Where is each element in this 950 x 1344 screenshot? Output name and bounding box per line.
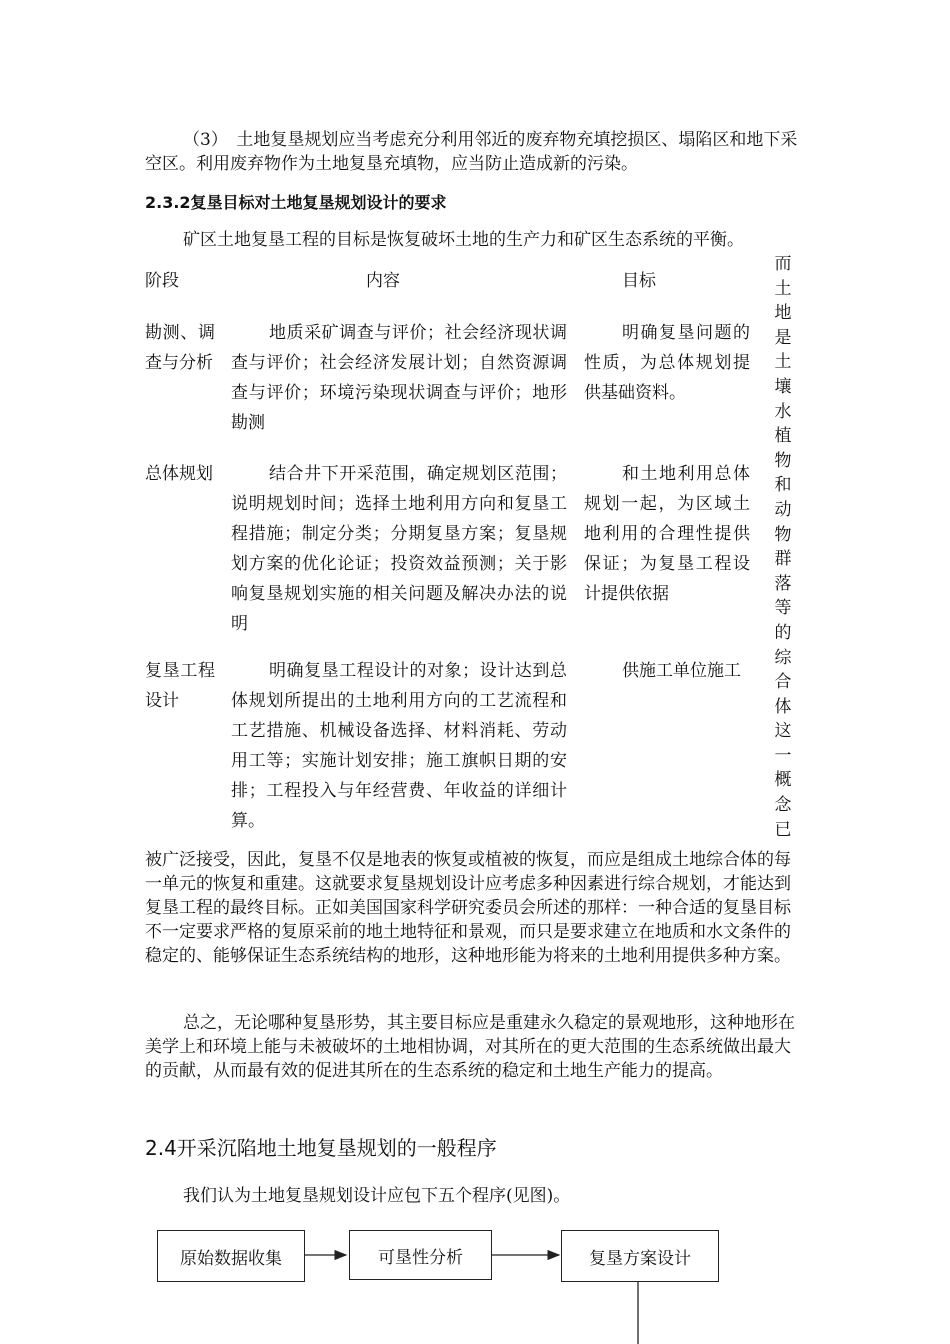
table-cell-goal: 和土地利用总体规划一起，为区域土地利用的合理性提供保证；为复垦工程设计提供依据 bbox=[584, 464, 750, 604]
paragraph-goal-intro: 矿区土地复垦工程的目标是恢复破坏土地的生产力和矿区生态系统的平衡。 bbox=[183, 230, 744, 250]
table-cell-goal: 供施工单位施工 bbox=[622, 661, 741, 681]
table-cell-goal: 明确复垦问题的性质，为总体规划提供基础资料。 bbox=[584, 323, 750, 403]
paragraph-goal-continued: 被广泛接受，因此，复垦不仅是地表的恢复或植被的恢复，而应是组成土地综合体的每一单元的恢复和重建。这就要求复垦规划设计应考虑多种因素进行综合规划，才能达到复垦工程的最终目标。正如美国国家科学研究委员会所述的那样：一种合适的复垦目标不一定要求严格的复原采前的地土地特征和景观，而只是要求建立在地质和水文条件的稳定的、能够保证生态系统结构的地形，这种地形能为将来的土地利用提供多种方案。 bbox=[145, 850, 791, 966]
table-header-stage: 阶段 bbox=[145, 271, 179, 291]
table-cell-stage: 勘测、调查与分析 bbox=[145, 323, 215, 373]
paragraph-procedure-intro: 我们认为土地复垦规划设计应包下五个程序(见图)。 bbox=[183, 1186, 571, 1206]
table-cell-content: 明确复垦工程设计的对象；设计达到总体规划所提出的土地利用方向的工艺流程和工艺措施、机械设备选择、材料消耗、劳动用工等；实施计划安排；施工旗帜日期的安排；工程投入与年经营费、年收益的详细计算。 bbox=[231, 661, 567, 831]
paragraph-summary: 总之，无论哪种复垦形势，其主要目标应是重建永久稳定的景观地形，这种地形在美学上和环境上能与未被破坏的土地相协调，对其所在的更大范围的生态系统做出最大的贡献，从而最有效的促进其所在的生态系统的稳定和土地生产能力的提高。 bbox=[145, 1013, 795, 1081]
table-cell-stage: 总体规划 bbox=[145, 464, 213, 484]
flow-box-plan-design: 复垦方案设计 bbox=[561, 1230, 719, 1282]
paragraph-waste-backfill: （3） 土地复垦规划应当考虑充分利用邻近的废弃物充填挖损区、塌陷区和地下采空区。利用废弃物作为土地复垦充填物，应当防止造成新的污染。 bbox=[145, 130, 798, 174]
table-header-content: 内容 bbox=[366, 271, 400, 291]
table-cell-content: 地质采矿调查与评价；社会经济现状调查与评价；社会经济发展计划；自然资源调查与评价；环境污染现状调查与评价；地形勘测 bbox=[231, 323, 567, 433]
table-cell-content: 结合井下开采范围，确定规划区范围；说明规划时间；选择土地利用方向和复垦工程措施；制定分类；分期复垦方案；复垦规划方案的优化论证；投资效益预测；关于影响复垦规划实施的相关问题及解决办法的说明 bbox=[231, 464, 567, 634]
table-header-goal: 目标 bbox=[622, 271, 656, 291]
flow-box-feasibility-analysis: 可垦性分析 bbox=[349, 1230, 492, 1280]
section-heading-2-3-2: 2.3.2复垦目标对土地复垦规划设计的要求 bbox=[145, 193, 447, 212]
side-column-text: 而土地是土壤水植物和动物群落等的综合体这一概念已 bbox=[774, 254, 792, 840]
flow-box-data-collection: 原始数据收集 bbox=[157, 1230, 305, 1282]
section-heading-2-4: 2.4开采沉陷地土地复垦规划的一般程序 bbox=[145, 1136, 497, 1160]
table-cell-stage: 复垦工程设计 bbox=[145, 661, 215, 711]
